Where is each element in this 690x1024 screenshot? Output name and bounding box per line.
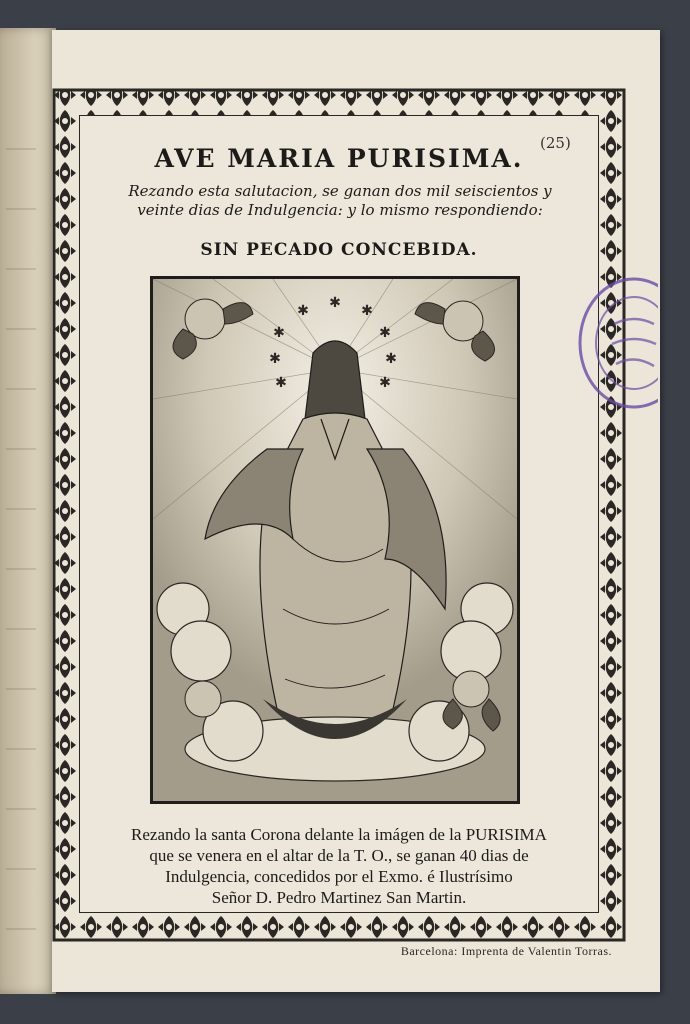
- response-text: SIN PECADO CONCEBIDA.: [200, 240, 478, 260]
- caption-line: Indulgencia, concedidos por el Exmo. é Ilustrísimo: [165, 867, 513, 886]
- page-title: AVE MARIA PURISIMA.: [154, 144, 524, 173]
- document-page: [52, 30, 660, 992]
- svg-text:✱: ✱: [275, 375, 287, 391]
- svg-text:✱: ✱: [385, 351, 397, 367]
- caption-line: que se venera en el altar de la T. O., se ganan 40 dias de: [149, 846, 529, 865]
- svg-text:✱: ✱: [273, 325, 285, 341]
- library-stamp-icon: [574, 274, 658, 412]
- indulgence-caption: [102, 824, 576, 908]
- svg-text:✱: ✱: [329, 295, 341, 311]
- reference-mark: (25): [540, 134, 571, 152]
- content-area: [80, 116, 598, 912]
- printer-imprint: Barcelona: Imprenta de Valentin Torras.: [400, 944, 612, 958]
- immaculate-conception-icon: [153, 279, 517, 801]
- facing-page-edge: [0, 28, 56, 994]
- svg-text:✱: ✱: [361, 303, 373, 319]
- svg-text:✱: ✱: [379, 375, 391, 391]
- caption-line: Rezando la santa Corona delante la imágen de la PURISIMA: [131, 825, 547, 844]
- svg-text:✱: ✱: [379, 325, 391, 341]
- subtitle-text: Rezando esta salutacion, se ganan dos mil seiscientos y veinte dias de Indulgencia: y lo mismo respondiendo:: [128, 182, 552, 219]
- facing-page-marks: [6, 148, 36, 948]
- svg-text:✱: ✱: [297, 303, 309, 319]
- virgin-mary-engraving: [150, 276, 520, 804]
- svg-text:✱: ✱: [269, 351, 281, 367]
- caption-line: Señor D. Pedro Martinez San Martin.: [211, 888, 467, 907]
